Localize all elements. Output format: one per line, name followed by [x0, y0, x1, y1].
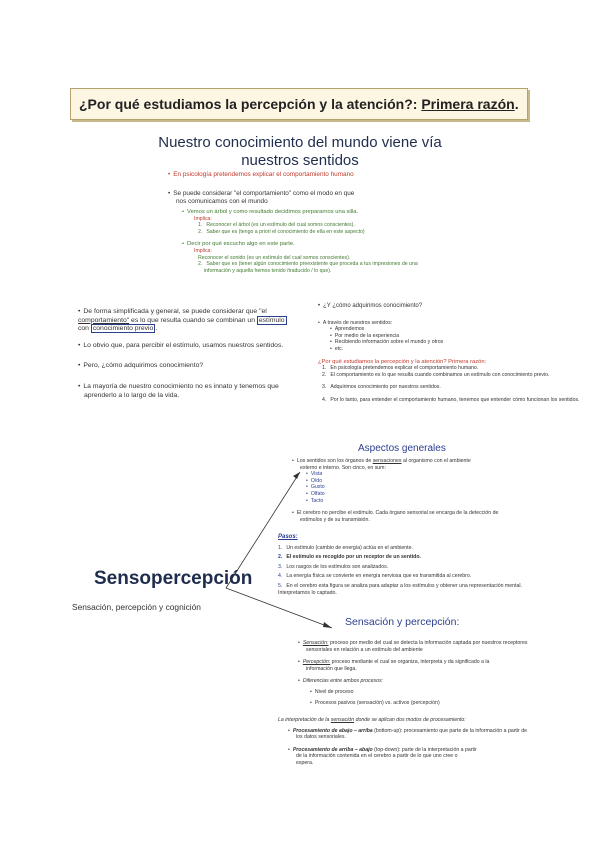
sensacion-block	[298, 640, 533, 706]
mid-right-q: • ¿Y ¿cómo adquirimos conocimiento?	[318, 303, 533, 310]
top-bullet-2: • Se puede considerar "el comportamiento" como el modo en que	[168, 190, 498, 198]
top-bullet-4: • Decir por qué escucho algo en este parte.	[168, 241, 498, 248]
top-bullet-4-item2: 2. Saber que es (tener algún conocimiento preexistente que proceda a tus impresiones de una	[198, 261, 418, 268]
mid-left-p3: • Pero, ¿cómo adquirimos conocimiento?	[78, 362, 290, 371]
mid-right-item-1: • Aprendemos	[318, 326, 533, 333]
sensacion-title: Sensación y percepción:	[345, 616, 460, 628]
center-title: Sensopercepción	[94, 568, 253, 589]
mid-left-p2: • Lo obvio que, para percibir el estímulo, usamos nuestros sentidos.	[78, 342, 290, 351]
top-bullet-3-item1: 1. Reconocer el árbol (es un estímulo del cual somos conscientes).	[198, 222, 355, 229]
aspectos-b1-cont: externo e interno. Son cinco, en sum:	[300, 464, 386, 471]
header-period: .	[514, 96, 519, 112]
mid-right-item-4: • etc.	[318, 346, 533, 353]
top-bullet-2-cont: nos comunicamos con el mundo	[176, 198, 268, 205]
sensacion-b4: La interpretación de la sensación donde se aplican dos modos de procesamiento:	[278, 717, 466, 723]
sensacion-b1-cont: sensoriales en relación a un estímulo del ambiente	[306, 646, 423, 653]
pasos-block	[278, 534, 528, 596]
header-question: ¿Por qué estudiamos la percepción y la atención?:	[79, 96, 422, 112]
paso-2: 2. El estímulo es recogido por un receptor de un sentido.	[278, 554, 421, 561]
paso-1: 1. Un estímulo (cambio de energía) actúa en el ambiente.	[278, 544, 413, 551]
sensacion-b3b: • Procesos pasivos (sensación) vs. activos (percepción)	[298, 700, 533, 707]
sensacion-b2: • Percepción: proceso mediante el cual se organiza, interpreta y da significado a la	[298, 659, 533, 666]
mid-right-list-3: 3. Adquirimos conocimiento por nuestros sentidos.	[322, 384, 441, 391]
mid-right-list-2: 2. El comportamiento es lo que resulta cuando combinamos un estímulo con conocimiento previo.	[322, 371, 550, 378]
mid-right-list-1: 1. En psicología pretendemos explicar el comportamiento humano.	[322, 365, 479, 372]
mid-left-p1: • De forma simplificada y general, se puede considerar que "el comportamiento" es lo que resulta cuando se combinan un estímulo con conocimiento previo .	[78, 308, 290, 334]
aspectos-b2-cont: estímulos y de su transmisión.	[300, 516, 370, 523]
sensacion-b6-cont2: espera.	[296, 759, 314, 766]
top-bullet-4-item2-cont: información y aquella hemos tenido /traducido / lo que).	[204, 267, 332, 274]
mid-right-item-3: • Recibiendo información sobre el mundo y otros	[318, 339, 533, 346]
aspectos-title: Aspectos generales	[358, 443, 446, 454]
sensacion-b1: • Sensación: proceso por medio del cual se detecta la información captada por nuestros receptores	[298, 640, 533, 647]
paso-4: 4. La energía física se convierte en energía nerviosa que es transmitida al cerebro.	[278, 573, 472, 580]
sensacion-b5: • Procesamiento de abajo – arriba (bottom-up): procesamiento que parte de la información a partir de	[278, 728, 533, 735]
mid-right-item-2: • Por medio de la experiencia	[318, 333, 533, 340]
top-bullet-3-implica: Implica:	[194, 215, 212, 222]
sensacion-b2-cont: información que llega.	[306, 665, 357, 672]
mid-left-p4: • La mayoría de nuestro conocimiento no es innato y tenemos que aprenderlo a lo largo de la vida.	[78, 383, 290, 400]
slide-title-line2: nuestros sentidos	[241, 152, 359, 169]
sensacion-b5-cont: los datos sensoriales.	[296, 734, 346, 741]
sensacion-procesos	[278, 717, 533, 767]
top-bullet-3: • Vemos un árbol y como resultado decidimos prepararnos una silla.	[168, 209, 498, 216]
aspectos-b1: • Los sentidos son los órganos de sensaciones al organismo con el ambiente	[292, 458, 532, 465]
sense-5: • Tacto	[292, 498, 532, 505]
sense-3: • Gusto	[292, 484, 532, 491]
aspectos-block	[292, 458, 532, 523]
sensacion-b3a: • Nivel de proceso	[298, 689, 533, 696]
top-bullet-3-item2: 2. Saber que es (tengo a priori el conocimiento de ella en este aspecto)	[198, 228, 365, 235]
sensacion-b3: • Diferencias entre ambos procesos:	[298, 678, 533, 685]
aspectos-b2: • El cerebro no percibe el estímulo. Cada órgano sensorial se encarga de la detección de	[292, 510, 532, 517]
header-answer: Primera razón	[421, 96, 515, 112]
top-bullet-1: • En psicología pretendemos explicar el comportamiento humano	[168, 171, 498, 179]
top-bullet-4-item1: Reconocer el sonido (es un estímulo del cual somos conscientes).	[198, 254, 351, 261]
mid-right-list-4: 4. Por lo tanto, para entender el comportamiento humano, tenemos que entender cómo funcionan los sentidos.	[322, 396, 580, 403]
pasos-title: Pasos:	[278, 534, 298, 540]
sense-2: • Oído	[292, 478, 532, 485]
sensacion-b6-cont: de la información contenida en el cerebro a partir de lo que uno cree o	[296, 753, 458, 760]
mid-right-title: ¿Por qué estudiamos la percepción y la atención? Primera razón:	[318, 358, 487, 365]
paso-5: 5. En el cerebro esta figura se analiza para adaptar a los estímulos y obtener una representación mental. Interpretamos lo captado.	[278, 582, 522, 596]
sense-4: • Olfato	[292, 491, 532, 498]
sensacion-b6: • Procesamiento de arriba – abajo (top-down): parte de la interpretación a partir	[278, 747, 533, 754]
sense-1: • Vista	[292, 471, 532, 478]
center-subtitle: Sensación, percepción y cognición	[72, 602, 201, 612]
paso-3: 3. Los rasgos de los estímulos son analizados.	[278, 563, 389, 570]
mid-right-intro: • A través de nuestros sentidos:	[318, 320, 533, 327]
top-bullet-4-implica: Implica:	[194, 247, 212, 254]
slide-title-line1: Nuestro conocimiento del mundo viene vía	[158, 134, 442, 151]
connector-arrow-sensacion	[323, 622, 332, 628]
